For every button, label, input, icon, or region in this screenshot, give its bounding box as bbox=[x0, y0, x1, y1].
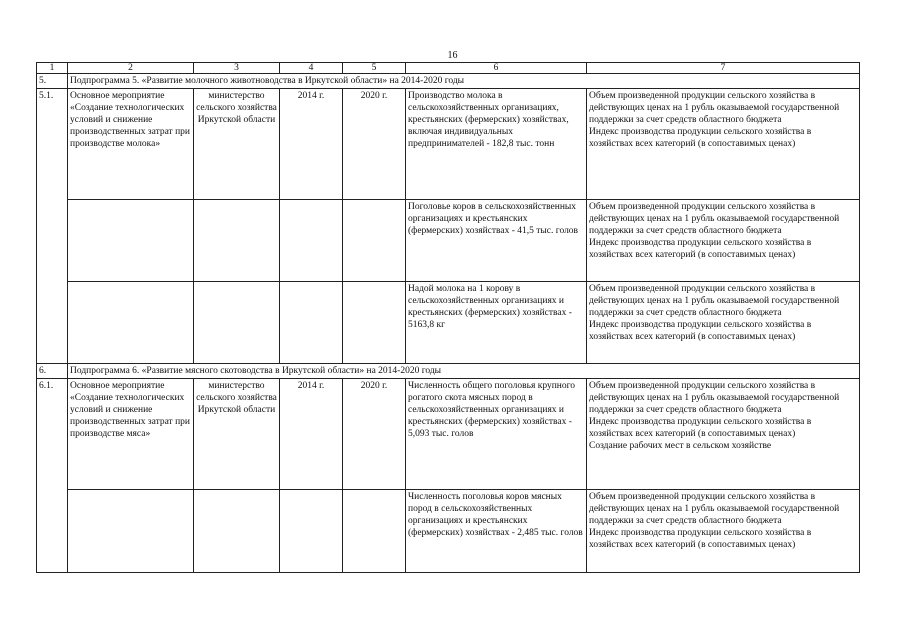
activity-executor: министерство сельского хозяйства Иркутской области bbox=[194, 379, 280, 490]
table-row bbox=[37, 282, 860, 364]
target-indicators: Объем произведенной продукции сельского хозяйства в действующих ценах на 1 рубль оказываемой государственной поддержки за счет средств областного бюджета Индекс производства продукции сельского хозяйства в хозяйствах всех категорий (в сопоставимых ценах) Создание рабочих мест в сельском хозяйстве bbox=[587, 379, 860, 490]
empty-cell bbox=[194, 282, 280, 364]
expected-result: Численность поголовья коров мясных пород в сельскохозяйственных организациях и крестьянских (фермерских) хозяйствах - 2,485 тыс. голов bbox=[406, 490, 587, 573]
table-row bbox=[37, 89, 860, 200]
expected-result: Численность общего поголовья крупного рогатого скота мясных пород в сельскохозяйственных организациях и крестьянских (фермерских) хозяйствах - 5,093 тыс. голов bbox=[406, 379, 587, 490]
section-number: 6. bbox=[37, 364, 68, 379]
expected-result: Надой молока на 1 корову в сельскохозяйственных организациях и крестьянских (фермерских) хозяйствах - 5163,8 кг bbox=[406, 282, 587, 364]
empty-cell bbox=[68, 282, 194, 364]
expected-result: Поголовье коров в сельскохозяйственных организациях и крестьянских (фермерских) хозяйствах - 41,5 тыс. голов bbox=[406, 200, 587, 282]
empty-cell bbox=[194, 200, 280, 282]
end-year: 2020 г. bbox=[343, 379, 406, 490]
start-year: 2014 г. bbox=[280, 379, 343, 490]
activity-number: 5.1. bbox=[37, 89, 68, 364]
page-number: 16 bbox=[447, 50, 458, 61]
column-number: 2 bbox=[68, 63, 194, 74]
table-row bbox=[37, 200, 860, 282]
activity-executor: министерство сельского хозяйства Иркутской области bbox=[194, 89, 280, 200]
program-activities-table bbox=[36, 62, 860, 573]
column-number: 4 bbox=[280, 63, 343, 74]
column-number: 1 bbox=[37, 63, 68, 74]
target-indicators: Объем произведенной продукции сельского хозяйства в действующих ценах на 1 рубль оказываемой государственной поддержки за счет средств областного бюджета Индекс производства продукции сельского хозяйства в хозяйствах всех категорий (в сопоставимых ценах) bbox=[587, 282, 860, 364]
table-row bbox=[37, 490, 860, 573]
expected-result: Производство молока в сельскохозяйственных организациях, крестьянских (фермерских) хозяйствах, включая индивидуальных предпринимателей - 182,8 тыс. тонн bbox=[406, 89, 587, 200]
column-number-row bbox=[37, 63, 860, 74]
target-indicators: Объем произведенной продукции сельского хозяйства в действующих ценах на 1 рубль оказываемой государственной поддержки за счет средств областного бюджета Индекс производства продукции сельского хозяйства в хозяйствах всех категорий (в сопоставимых ценах) bbox=[587, 490, 860, 573]
table-row bbox=[37, 379, 860, 490]
column-number: 7 bbox=[587, 63, 860, 74]
section-row bbox=[37, 364, 860, 379]
activity-name: Основное мероприятие «Создание технологических условий и снижение производственных затрат при производстве молока» bbox=[68, 89, 194, 200]
empty-cell bbox=[68, 490, 194, 573]
section-title: Подпрограмма 6. «Развитие мясного скотоводства в Иркутской области» на 2014-2020 годы bbox=[68, 364, 860, 379]
empty-cell bbox=[280, 200, 343, 282]
empty-cell bbox=[343, 490, 406, 573]
column-number: 3 bbox=[194, 63, 280, 74]
end-year: 2020 г. bbox=[343, 89, 406, 200]
empty-cell bbox=[194, 490, 280, 573]
empty-cell bbox=[68, 200, 194, 282]
column-number: 6 bbox=[406, 63, 587, 74]
target-indicators: Объем произведенной продукции сельского хозяйства в действующих ценах на 1 рубль оказываемой государственной поддержки за счет средств областного бюджета Индекс производства продукции сельского хозяйства в хозяйствах всех категорий (в сопоставимых ценах) bbox=[587, 89, 860, 200]
empty-cell bbox=[343, 282, 406, 364]
activity-number: 6.1. bbox=[37, 379, 68, 573]
column-number: 5 bbox=[343, 63, 406, 74]
activity-name: Основное мероприятие «Создание технологических условий и снижение производственных затрат при производстве мяса» bbox=[68, 379, 194, 490]
section-row bbox=[37, 74, 860, 89]
start-year: 2014 г. bbox=[280, 89, 343, 200]
section-number: 5. bbox=[37, 74, 68, 89]
empty-cell bbox=[280, 282, 343, 364]
empty-cell bbox=[343, 200, 406, 282]
empty-cell bbox=[280, 490, 343, 573]
target-indicators: Объем произведенной продукции сельского хозяйства в действующих ценах на 1 рубль оказываемой государственной поддержки за счет средств областного бюджета Индекс производства продукции сельского хозяйства в хозяйствах всех категорий (в сопоставимых ценах) bbox=[587, 200, 860, 282]
section-title: Подпрограмма 5. «Развитие молочного животноводства в Иркутской области» на 2014-2020 годы bbox=[68, 74, 860, 89]
